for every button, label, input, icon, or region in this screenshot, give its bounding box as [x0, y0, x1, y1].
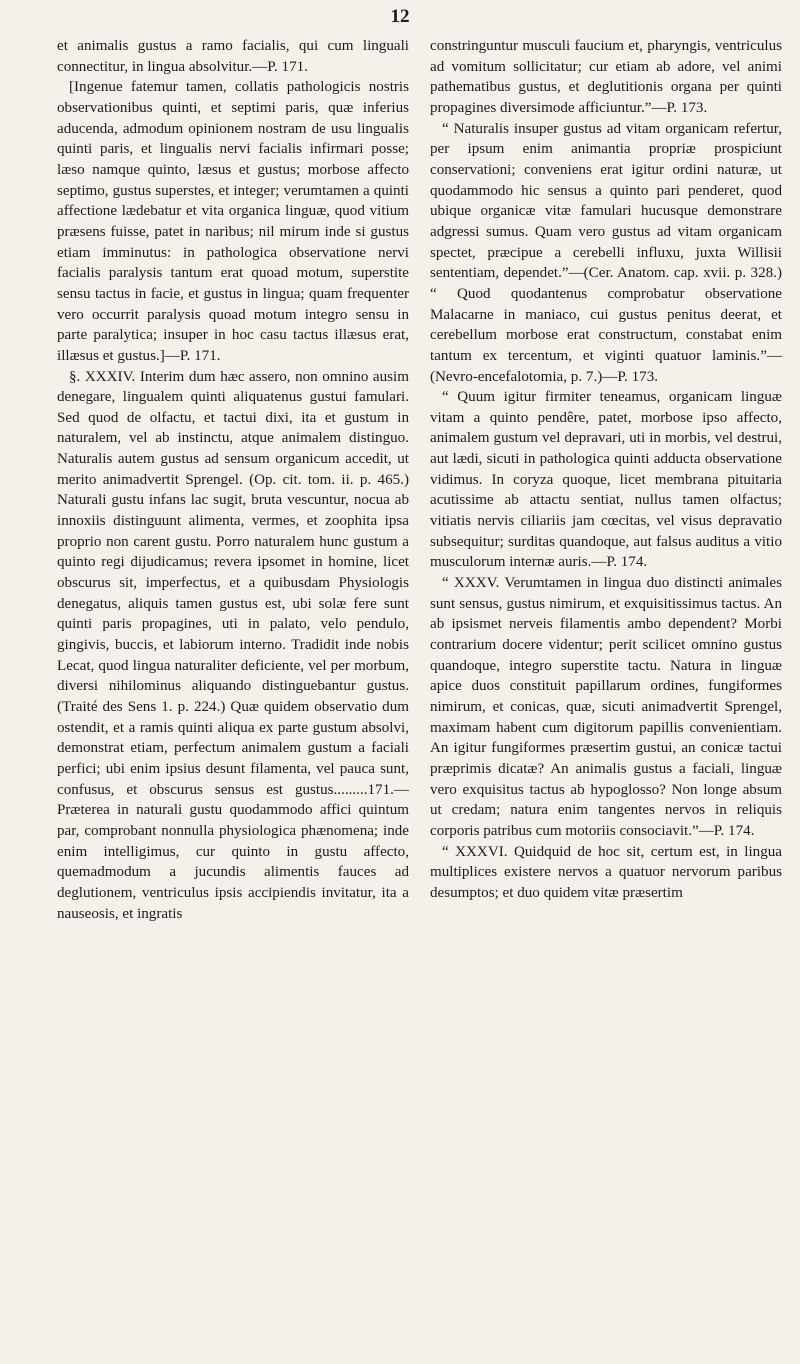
paragraph: §. XXXIV. Interim dum hæc assero, non omnino ausim denegare, lingualem quinti aliquatenus gustui famulari. Sed quod de olfactu, et tactui dixi, ita et gustum in naturalem, vel ab instinctu, atque animalem distinguo. Naturalis autem gustus ad sensum organicum accedit, ut merito animadvertit Sprengel. (Op. cit. tom. ii. p. 465.) Naturali gustu infans lac sugit, bruta vescuntur, nocua ab innoxiis distinguunt alimenta, vermes, et zoophita ipsa proprio non carent gustu. Porro naturalem hunc gustum a quinto regi dijudicamus; revera ipsomet in homine, licet obscurus sit, imperfectus, et a quibusdam Physiologis denegatus, aliquis tamen gustus est, ubi solæ fere sunt quinti paris propagines, uti in palato, velo pendulo, gingivis, buccis, et labiorum interno. Tradidit inde nobis Lecat, quod lingua naturaliter deficiente, vel per morbum, diversi nihilominus aliquando distinguebantur gustus. (Traité des Sens 1. p. 224.) Quæ quidem observatio dum ostendit, et a ramis quinti aliqua ex parte gustum absolvi, demonstrat etiam, perfectum animalem gustum a faciali perfici; ubi enim ipsius desunt filamenta, vel pauca sunt, confusus, et obscurus sensus est gustus.........171.—Præterea in naturali gustu quodammodo affici quintum par, comprobant nonnulla physiologica phænomena; inde enim intelligimus, cur quinto in gustu affecto, quemadmodum a jucundis alimentis fauces ad deglutionem, ventriculus ipsis accipiendis invitatur, ita a nauseosis, et ingratis [57, 368, 409, 922]
paragraph: “ XXXV. Verumtamen in lingua duo distincti animales sunt sensus, gustus nimirum, et exquisitissimus tactus. An ab ipsismet nerveis filamentis ambo dependent? Morbi contrarium docere videntur; perit scilicet omnino gustus quandoque, integro superstite tactu. Natura in linguæ apice duos constituit papillarum ordines, fungiformes nimirum, et conicas, quæ, sicuti animadvertit Sprengel, maximam habent cum digitorum papillis convenientiam. An igitur fungiformes præsertim gustui, an conicæ tactui præprimis dicatæ? An animalis gustus a faciali, linguæ vero exquisitus tactus ab hypoglosso? Non longe absum ut credam; natura enim tangentes nervos in reliquis corporis patribus cum motoriis consociavit.”—P. 174. [430, 575, 782, 839]
left-column [57, 36, 409, 924]
paragraph: constringuntur musculi faucium et, pharyngis, ventriculus ad vomitum sollicitatur; cur etiam ab adore, vel animi pathematibus gustus, et deglutitionis organa per quinti propagines diversimode afficiuntur.”—P. 173. [430, 38, 782, 116]
paragraph: “ Naturalis insuper gustus ad vitam organicam refertur, per ipsum enim animantia propriæ prospiciunt conservationi; conveniens erat igitur ordini naturæ, ut quodammodo hic sensus a quinto pari penderet, quod ubique organicæ vitæ famulari hucusque demonstrare adgressi sumus. Quam vero gustus ad vitam organicam spectet, præcipue a cerebelli influxu, juxta Willisii sententiam, dependet.”—(Cer. Anatom. cap. xvii. p. 328.) “ Quod quodantenus comprobatur observatione Malacarne in maniaco, cui gustus penitus deerat, et cerebellum morbose erat constructum, constabat enim tantum ex tercentum, et viginti quatuor laminis.”—(Nevro-encefalotomia, p. 7.)—P. 173. [430, 120, 782, 385]
paragraph: [Ingenue fatemur tamen, collatis pathologicis nostris observationibus quinti, et septimi paris, quæ inferius aducenda, admodum opinionem nostram de usu lingualis quinti paris, et lingualis nervi facialis infirmari posse; læso namque quinto, læsus et gustus; morbose affecto septimo, gustus superstes, et integer; verumtamen a quinti affectione lædebatur et vita organica linguæ, quod vitium præsens fuisse, patet in naribus; nil mirum inde si gustus etiam imminutus: in pathologica observatione nervi facialis paralysis tantum erat quoad motum, superstite sensu tactus in facie, et gustus in lingua; quam frequenter vero occurrit paralysis quoad motum integro sensu in parte paralytica; insuper in hoc casu tactus illæsus erat, illæsus et gustus.]—P. 171. [57, 79, 409, 364]
page-number: 12 [390, 6, 410, 27]
right-column [430, 36, 782, 904]
paragraph: “ XXXVI. Quidquid de hoc sit, certum est, in lingua multiplices existere nervos a quatuor nervorum paribus desumptos; et duo quidem vitæ præsertim [430, 843, 782, 901]
paragraph: et animalis gustus a ramo facialis, qui cum linguali connectitur, in lingua absolvitur.—P. 171. [57, 38, 409, 75]
paragraph: “ Quum igitur firmiter teneamus, organicam linguæ vitam a quinto pendêre, patet, morbose ipso affecto, animalem gustum vel depravari, uti in morbis, vel destrui, aut lædi, sicuti in pathologica quinti adducta observatione vidimus. In coryza quoque, licet membrana pituitaria acutissime ab attactu sentiat, nullus tamen olfactus; vitiatis nervis ciliariis jam cœcitas, vel visus depravatio subsequitur; surditas quandoque, aut falsus auditus a vitio musculorum internæ auris.—P. 174. [430, 389, 782, 571]
